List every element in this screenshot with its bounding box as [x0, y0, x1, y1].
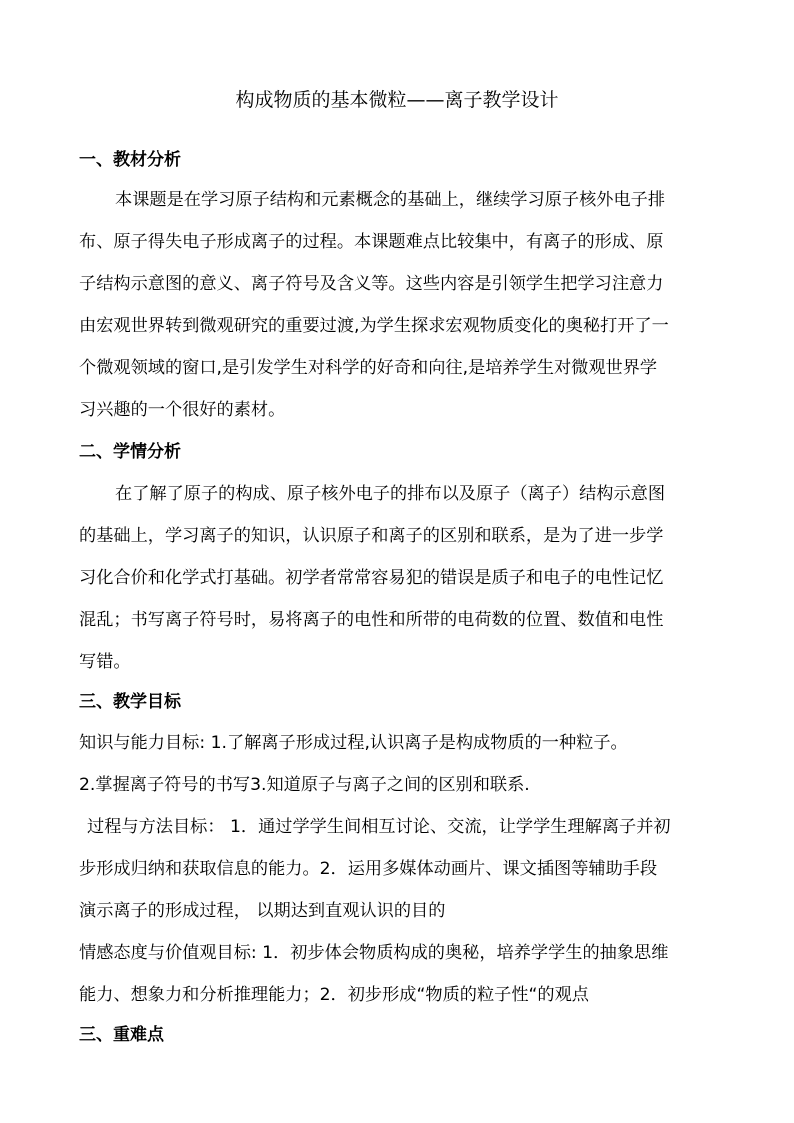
section-heading-student-analysis: 二、学情分析 — [79, 442, 181, 462]
paragraph-line: 个微观领域的窗口,是引发学生对科学的好奇和向往,是培养学生对微观世界学 — [79, 358, 658, 378]
section-heading-textbook-analysis: 一、教材分析 — [79, 150, 181, 170]
goal-line-process-continued: 演示离子的形成过程， 以期达到直观认识的目的 — [79, 901, 446, 921]
document-title: 构成物质的基本微粒——离子教学设计 — [235, 89, 559, 111]
paragraph-line: 在了解了原子的构成、原子核外电子的排布以及原子（离子）结构示意图 — [115, 484, 666, 504]
goal-line-knowledge-continued: 2.掌握离子符号的书写3.知道原子与离子之间的区别和联系. — [79, 775, 530, 795]
paragraph-line: 由宏观世界转到微观研究的重要过渡,为学生探求宏观物质变化的奥秘打开了一 — [79, 316, 669, 336]
paragraph-line: 混乱；书写离子符号时，易将离子的电性和所带的电荷数的位置、数值和电性 — [79, 610, 664, 630]
goal-line-process-continued: 步形成归纳和获取信息的能力。2．运用多媒体动画片、课文插图等辅助手段 — [79, 859, 658, 879]
paragraph-line: 子结构示意图的意义、离子符号及含义等。这些内容是引领学生把学习注意力 — [79, 274, 664, 294]
paragraph-line: 习化合价和化学式打基础。初学者常常容易犯的错误是质子和电子的电性记忆 — [79, 568, 664, 588]
paragraph-line: 写错。 — [79, 652, 131, 672]
paragraph-line: 布、原子得失电子形成离子的过程。本课题难点比较集中，有离子的形成、原 — [79, 232, 664, 252]
paragraph-line: 的基础上，学习离子的知识，认识原子和离子的区别和联系，是为了进一步学 — [79, 526, 664, 546]
goal-line-process: 过程与方法目标： 1．通过学学生间相互讨论、交流，让学学生理解离子并初 — [87, 817, 671, 837]
section-heading-key-points: 三、重难点 — [79, 1025, 164, 1045]
goal-line-emotion: 情感态度与价值观目标: 1．初步体会物质构成的奥秘，培养学学生的抽象思维 — [79, 943, 669, 963]
goal-line-emotion-continued: 能力、想象力和分析推理能力；2．初步形成“物质的粒子性“的观点 — [79, 985, 589, 1005]
goal-line-knowledge: 知识与能力目标: 1.了解离子形成过程,认识离子是构成物质的一种粒子。 — [79, 733, 628, 753]
section-heading-teaching-goals: 三、教学目标 — [79, 692, 181, 712]
paragraph-line: 本课题是在学习原子结构和元素概念的基础上，继续学习原子核外电子排 — [115, 190, 666, 210]
paragraph-line: 习兴趣的一个很好的素材。 — [79, 400, 286, 420]
